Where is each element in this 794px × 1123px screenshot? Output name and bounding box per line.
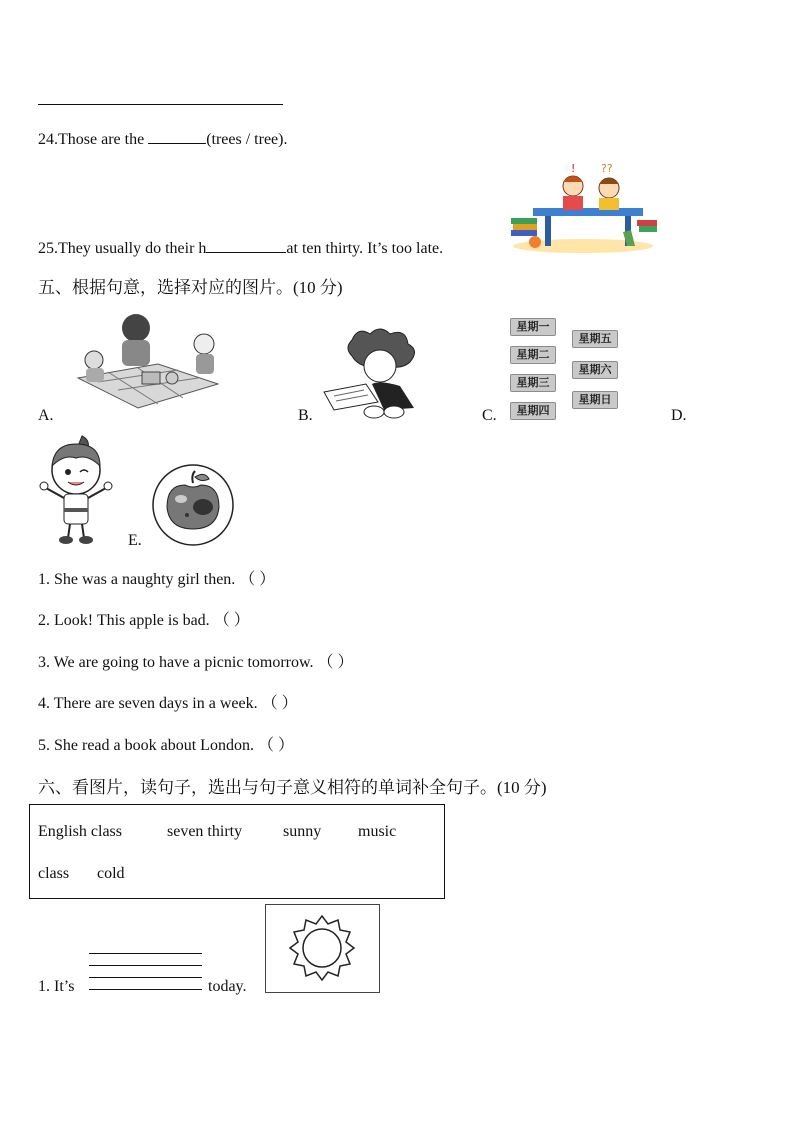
weekday-1: 星期一 xyxy=(510,318,556,336)
children-homework-illustration xyxy=(505,160,660,256)
q25-text-after: at ten thirty. It’s too late. xyxy=(286,240,444,257)
option-b-label: B. xyxy=(298,407,313,424)
q25-answer-blank[interactable] xyxy=(206,238,286,253)
weekday-5: 星期五 xyxy=(572,330,618,348)
word-music: music xyxy=(358,823,397,840)
section-5-score: (10 分) xyxy=(293,278,343,297)
weekdays-picture xyxy=(510,318,622,424)
s6-q1-writing-lines[interactable] xyxy=(89,953,202,993)
weekday-2: 星期二 xyxy=(510,346,556,364)
sentence-2-answer[interactable]: （ ） xyxy=(213,612,250,629)
weekday-4: 星期四 xyxy=(510,402,556,420)
word-bank-box xyxy=(29,804,445,899)
sentence-2 xyxy=(38,607,250,630)
weekday-7: 星期日 xyxy=(572,391,618,409)
word-sunny: sunny xyxy=(283,823,322,840)
sentence-4 xyxy=(38,690,298,713)
sentence-5-answer[interactable]: （ ） xyxy=(257,737,294,754)
option-a-label: A. xyxy=(38,407,54,424)
question-24 xyxy=(38,129,287,149)
q24-text-after: (trees / tree). xyxy=(206,131,288,148)
section-6-title: 六、看图片，读句子，选出与句子意义相符的单词补全句子。 xyxy=(38,778,497,798)
section-5-heading xyxy=(38,273,343,298)
sentence-1-answer[interactable]: （ ） xyxy=(239,571,276,588)
sentence-4-text: 4. There are seven days in a week. xyxy=(38,695,258,712)
answer-line-23[interactable] xyxy=(38,104,283,105)
sentence-1 xyxy=(38,566,275,589)
sentence-3-answer[interactable]: （ ） xyxy=(317,654,354,671)
q24-text-before: 24.Those are the xyxy=(38,131,149,148)
weekday-6: 星期六 xyxy=(572,361,618,379)
word-seven-thirty: seven thirty xyxy=(167,823,243,840)
s6-question-1-after: today. xyxy=(208,978,247,995)
sentence-2-text: 2. Look! This apple is bad. xyxy=(38,612,210,629)
sentence-1-text: 1. She was a naughty girl then. xyxy=(38,571,236,588)
svg-text:!: ! xyxy=(571,162,576,175)
sentence-3 xyxy=(38,649,354,672)
q24-answer-blank[interactable] xyxy=(148,129,206,144)
s6-question-1-before: 1. It’s xyxy=(38,978,75,995)
svg-text:??: ?? xyxy=(601,162,613,175)
option-e-label: E. xyxy=(128,532,142,549)
naughty-girl-picture xyxy=(38,434,116,546)
word-cold: cold xyxy=(97,865,125,882)
sentence-5-text: 5. She read a book about London. xyxy=(38,737,254,754)
sentence-3-text: 3. We are going to have a picnic tomorrow. xyxy=(38,654,314,671)
section-5-title: 五、根据句意，选择对应的图片。 xyxy=(38,278,293,298)
option-d-label: D. xyxy=(671,407,687,424)
sun-picture xyxy=(265,904,380,993)
question-25 xyxy=(38,238,443,258)
word-english-class: English class xyxy=(38,823,122,840)
picnic-picture xyxy=(68,306,226,410)
section-6-heading xyxy=(38,773,547,798)
q25-text-before: 25.They usually do their h xyxy=(38,240,207,257)
girl-reading-picture xyxy=(322,326,430,420)
section-6-score: (10 分) xyxy=(497,778,547,797)
sentence-5 xyxy=(38,732,294,755)
word-class: class xyxy=(38,865,70,882)
weekday-3: 星期三 xyxy=(510,374,556,392)
bad-apple-picture xyxy=(151,463,235,547)
option-c-label: C. xyxy=(482,407,497,424)
sentence-4-answer[interactable]: （ ） xyxy=(261,695,298,712)
